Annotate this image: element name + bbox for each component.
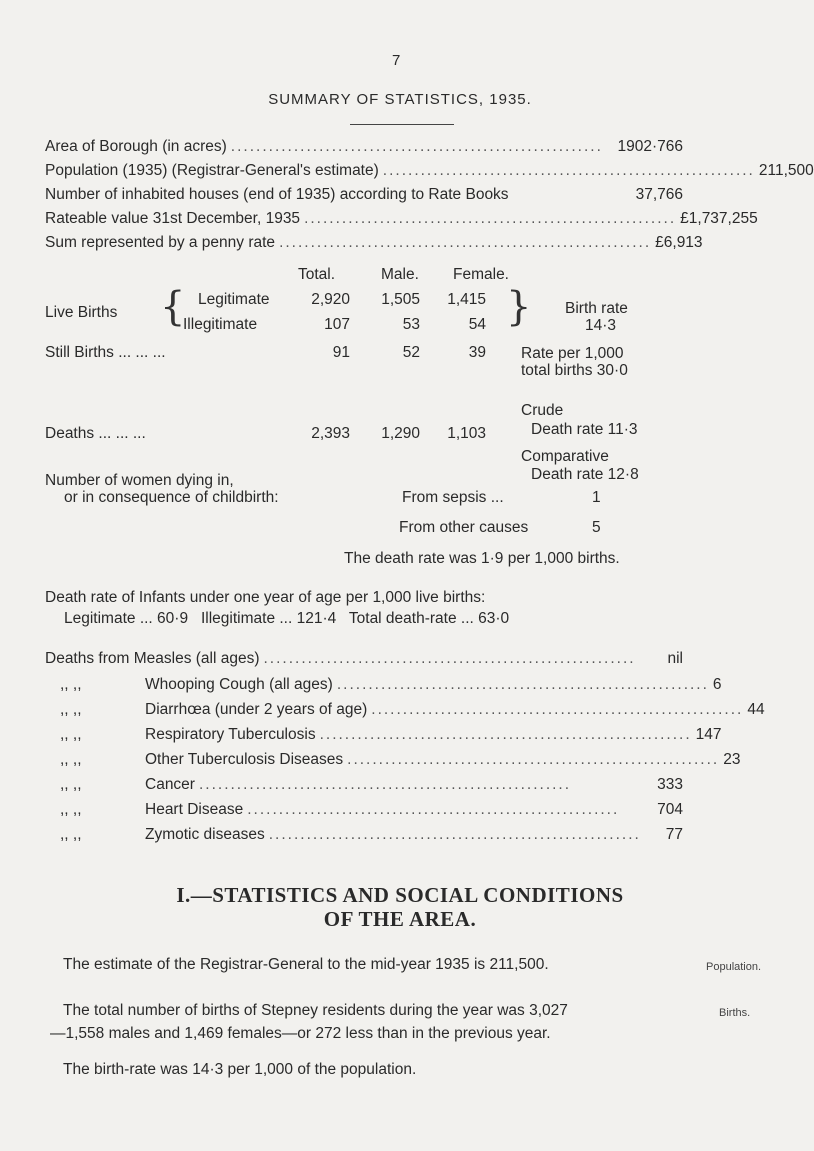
still-births-male: 52 — [402, 344, 420, 361]
births-paragraph-line1: The total number of births of Stepney residents during the year was 3,027 — [63, 1002, 568, 1019]
other-causes-value: 5 — [592, 519, 601, 536]
deaths-male: 1,290 — [381, 425, 420, 442]
illegitimate-label: Illegitimate — [183, 316, 258, 333]
deaths-row: Cancer ........................................................... 333 — [145, 776, 683, 793]
summary-value: £1,737,255 — [680, 210, 758, 227]
deaths-value: 147 — [695, 726, 722, 743]
title-divider — [350, 124, 454, 125]
deaths-value: 44 — [747, 701, 765, 718]
summary-row-area: Area of Borough (in acres) ........................................................... 1902·766 — [45, 138, 683, 155]
still-births-total: 91 — [332, 344, 350, 361]
summary-label: Number of inhabited houses (end of 1935) according to Rate Books — [45, 186, 509, 203]
sepsis-label: From sepsis ... — [402, 489, 504, 506]
legitimate-total: 2,920 — [311, 291, 350, 308]
deaths-label: Deaths ... ... ... — [45, 425, 146, 442]
still-births-label: Still Births ... ... ... — [45, 344, 166, 361]
header-female: Female. — [453, 266, 509, 283]
header-total: Total. — [298, 266, 336, 283]
infant-death-rate-values: Legitimate ... 60·9 Illegitimate ... 121·4 Total death-rate ... 63·0 — [64, 610, 510, 627]
summary-row-penny-rate: Sum represented by a penny rate ........................................................... £6,913 — [45, 234, 703, 251]
summary-label: Sum represented by a penny rate — [45, 234, 276, 251]
comparative-line1: Comparative — [521, 448, 609, 465]
deaths-value: 6 — [712, 676, 722, 693]
ditto-mark: ,, ,, — [60, 726, 82, 743]
deaths-label: Cancer — [145, 776, 195, 793]
illegitimate-female: 54 — [468, 316, 486, 333]
deaths-value: 333 — [657, 776, 683, 793]
ditto-mark: ,, ,, — [60, 776, 82, 793]
crude-line1: Crude — [521, 402, 564, 419]
legitimate-male: 1,505 — [381, 291, 420, 308]
still-rate-line1: Rate per 1,000 — [521, 345, 624, 362]
summary-row-houses — [45, 186, 683, 204]
still-births-female: 39 — [468, 344, 486, 361]
other-causes-label: From other causes — [399, 519, 529, 536]
summary-value: 37,766 — [635, 186, 683, 203]
comparative-line2: Death rate 12·8 — [531, 466, 639, 483]
birth-rate-value: 14·3 — [585, 317, 617, 334]
ditto-mark: ,, ,, — [60, 826, 82, 843]
summary-label: Rateable value 31st December, 1935 — [45, 210, 301, 227]
deaths-label: Zymotic diseases — [145, 826, 265, 843]
crude-line2: Death rate 11·3 — [531, 421, 638, 438]
summary-value: £6,913 — [655, 234, 703, 251]
birth-rate-paragraph: The birth-rate was 14·3 per 1,000 of the population. — [63, 1061, 417, 1078]
deaths-value: 77 — [665, 826, 683, 843]
deaths-label: Diarrhœa (under 2 years of age) — [145, 701, 368, 718]
deaths-value: nil — [667, 650, 683, 667]
population-paragraph: The estimate of the Registrar-General to the mid-year 1935 is 211,500. — [63, 956, 549, 973]
ditto-mark: ,, ,, — [60, 801, 82, 818]
deaths-row-measles: Deaths from Measles (all ages) ........................................................... nil — [45, 650, 683, 667]
ditto-mark: ,, ,, — [60, 701, 82, 718]
still-rate-line2: total births 30·0 — [521, 362, 628, 379]
right-brace: } — [506, 284, 532, 330]
live-births-label: Live Births — [45, 304, 118, 321]
ditto-mark: ,, ,, — [60, 751, 82, 768]
summary-row-rateable: Rateable value 31st December, 1935 ........................................................... £1,737,255 — [45, 210, 758, 227]
deaths-row: Heart Disease ........................................................... 704 — [145, 801, 683, 818]
summary-value: 211,500 — [758, 162, 814, 179]
summary-value: 1902·766 — [617, 138, 683, 155]
left-brace: { — [160, 284, 186, 330]
deaths-value: 704 — [657, 801, 683, 818]
illegitimate-total: 107 — [324, 316, 350, 333]
ditto-mark: ,, ,, — [60, 676, 82, 693]
margin-note-population: Population. — [706, 961, 762, 973]
section-heading-line1: I.—STATISTICS AND SOCIAL CONDITIONS — [176, 883, 624, 907]
deaths-total: 2,393 — [311, 425, 350, 442]
births-paragraph-line2: —1,558 males and 1,469 females—or 272 less than in the previous year. — [50, 1025, 551, 1042]
deaths-row: Diarrhœa (under 2 years of age) ........................................................... 44 — [145, 701, 765, 718]
summary-label: Population (1935) (Registrar-General's estimate) — [45, 162, 379, 179]
deaths-label: Whooping Cough (all ages) — [145, 676, 333, 693]
birth-rate-label: Birth rate — [565, 300, 628, 317]
deaths-row: Zymotic diseases ........................................................... 77 — [145, 826, 683, 843]
deaths-row: Whooping Cough (all ages) ........................................................... 6 — [145, 676, 722, 693]
page-number: 7 — [392, 52, 401, 69]
deaths-row: Respiratory Tuberculosis ........................................................... 147 — [145, 726, 722, 743]
childbirth-label-2: or in consequence of childbirth: — [64, 489, 279, 506]
deaths-label: Deaths from Measles (all ages) — [45, 650, 260, 667]
sepsis-value: 1 — [592, 489, 601, 506]
deaths-value: 23 — [723, 751, 741, 768]
deaths-label: Respiratory Tuberculosis — [145, 726, 316, 743]
header-male: Male. — [381, 266, 419, 283]
deaths-row: Other Tuberculosis Diseases ........................................................... 23 — [145, 751, 741, 768]
maternal-death-rate: The death rate was 1·9 per 1,000 births. — [344, 550, 620, 567]
margin-note-births: Births. — [719, 1007, 751, 1019]
childbirth-label-1: Number of women dying in, — [45, 472, 234, 489]
summary-label: Area of Borough (in acres) — [45, 138, 227, 155]
legitimate-female: 1,415 — [447, 291, 486, 308]
infant-death-rate-heading: Death rate of Infants under one year of age per 1,000 live births: — [45, 589, 486, 606]
section-heading-line2: OF THE AREA. — [323, 907, 477, 931]
illegitimate-male: 53 — [402, 316, 420, 333]
legitimate-label: Legitimate — [198, 291, 270, 308]
page-title: SUMMARY OF STATISTICS, 1935. — [268, 91, 532, 108]
deaths-female: 1,103 — [447, 425, 486, 442]
deaths-label: Heart Disease — [145, 801, 244, 818]
deaths-label: Other Tuberculosis Diseases — [145, 751, 344, 768]
summary-row-population: Population (1935) (Registrar-General's estimate) ........................................................... 211,500 — [45, 162, 814, 179]
